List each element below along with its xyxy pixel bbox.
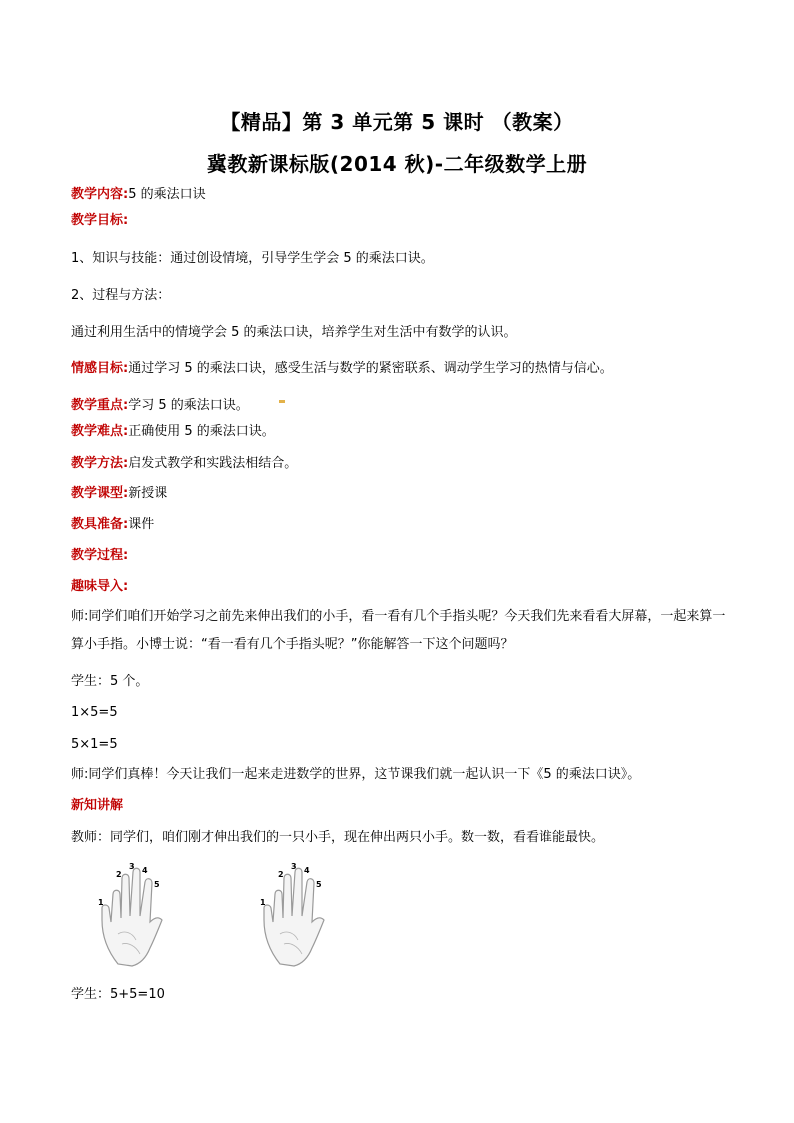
lesson-type-line <box>71 485 167 503</box>
tools-line <box>71 516 154 534</box>
goal-process: 2、过程与方法： <box>71 288 171 303</box>
process-label: 教学过程: <box>71 548 129 563</box>
difficult-point-text: 正确使用 5 的乘法口诀。 <box>128 424 275 439</box>
finger-number: 3 <box>291 862 297 871</box>
finger-number: 4 <box>304 866 310 875</box>
teaching-goal-label: 教学目标: <box>71 213 129 228</box>
finger-number: 1 <box>260 898 266 907</box>
equation-1: 1×5=5 <box>71 705 118 720</box>
teacher-paragraph-1: 师:同学们咱们开始学习之前先来伸出我们的小手，看一看有几个手指头呢？今天我们先来看看大屏幕，一起来算一算小手指。小博士说：“看一看有几个手指头呢？”你能解答一下这个问题吗？ <box>71 609 726 652</box>
teaching-content-label: 教学内容: <box>71 187 129 202</box>
student-answer-2: 学生：5+5=10 <box>71 987 165 1002</box>
emotion-goal-text: 通过学习 5 的乘法口诀，感受生活与数学的紧密联系、调动学生学习的热情与信心。 <box>128 361 613 376</box>
new-knowledge-label: 新知讲解 <box>71 798 124 813</box>
emotion-goal-label: 情感目标: <box>71 361 129 376</box>
method-label: 教学方法: <box>71 456 129 471</box>
key-point-text: 学习 5 的乘法口诀。 <box>128 398 249 413</box>
tools-text: 课件 <box>128 517 155 532</box>
teaching-goal-line <box>71 212 128 230</box>
lesson-type-label: 教学课型: <box>71 486 129 501</box>
intro-label: 趣味导入: <box>71 579 129 594</box>
finger-number: 2 <box>278 870 284 879</box>
stray-mark <box>279 400 285 403</box>
method-line <box>71 455 297 473</box>
teaching-content-line <box>71 186 206 204</box>
lesson-type-text: 新授课 <box>128 486 168 501</box>
teacher-paragraph-2: 师:同学们真棒！今天让我们一起来走进数学的世界，这节课我们就一起认识一下《5 的乘法口诀》。 <box>71 767 641 782</box>
new-knowledge-line <box>71 797 123 815</box>
student-answer-1: 学生：5 个。 <box>71 674 149 689</box>
equation-2: 5×1=5 <box>71 737 118 752</box>
difficult-point-label: 教学难点: <box>71 424 129 439</box>
key-point-label: 教学重点: <box>71 398 129 413</box>
tools-label: 教具准备: <box>71 517 129 532</box>
hand-illustration-right <box>258 858 338 968</box>
method-text: 启发式教学和实践法相结合。 <box>128 456 298 471</box>
finger-number: 1 <box>98 898 104 907</box>
emotion-goal-line <box>71 360 613 378</box>
goal-knowledge: 1、知识与技能：通过创设情境，引导学生学会 5 的乘法口诀。 <box>71 251 434 266</box>
difficult-point-line <box>71 423 275 441</box>
document-subtitle: 冀教新课标版(2014 秋)-二年级数学上册 <box>206 152 588 176</box>
finger-number: 3 <box>129 862 135 871</box>
intro-line <box>71 578 128 596</box>
process-line <box>71 547 128 565</box>
key-point-line <box>71 397 249 415</box>
teaching-content-text: 5 的乘法口诀 <box>128 187 206 202</box>
finger-number: 4 <box>142 866 148 875</box>
teacher-paragraph-3: 教师：同学们，咱们刚才伸出我们的一只小手，现在伸出两只小手。数一数，看看谁能最快。 <box>71 830 605 845</box>
finger-number: 5 <box>316 880 322 889</box>
goal-process-text: 通过利用生活中的情境学会 5 的乘法口诀，培养学生对生活中有数学的认识。 <box>71 325 517 340</box>
finger-number: 2 <box>116 870 122 879</box>
hand-illustration-left <box>96 858 176 968</box>
finger-number: 5 <box>154 880 160 889</box>
document-title: 【精品】第 3 单元第 5 课时 （教案） <box>220 110 574 134</box>
